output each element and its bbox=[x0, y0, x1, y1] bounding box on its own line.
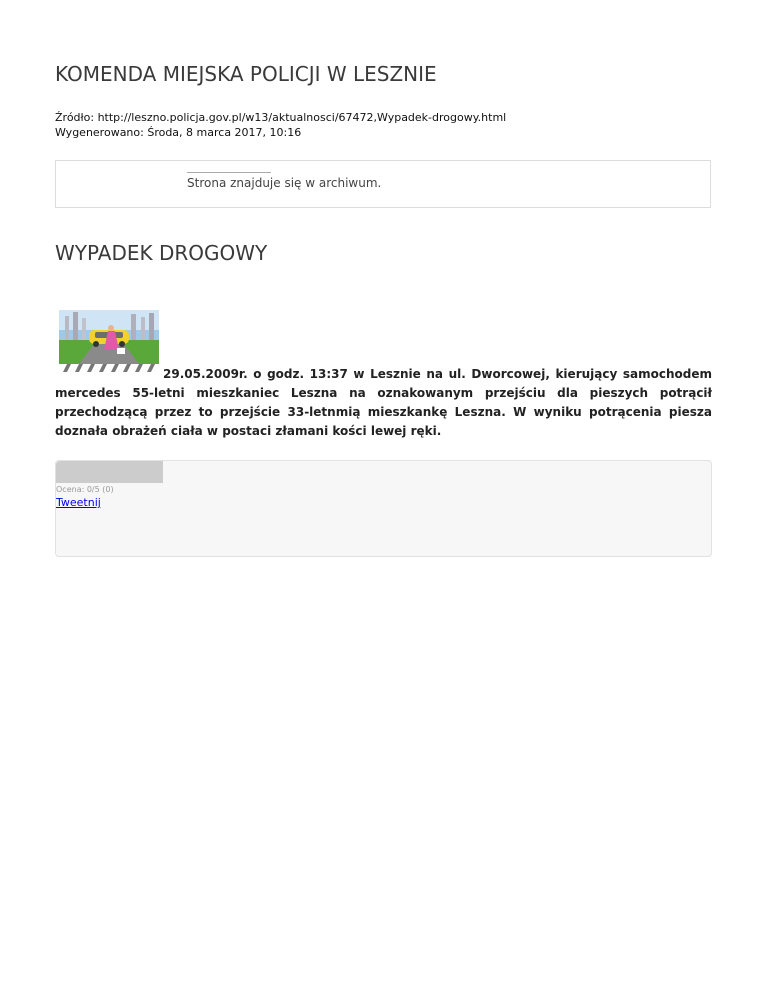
article-image bbox=[59, 310, 159, 372]
site-title: KOMENDA MIEJSKA POLICJI W LESZNIE bbox=[55, 62, 437, 86]
rating-label: Ocena: 0/5 (0) bbox=[56, 485, 114, 494]
rating-stars-bar[interactable] bbox=[56, 461, 163, 483]
source-line: Źródło: http://leszno.policja.gov.pl/w13/aktualnosci/67472,Wypadek-drogowy.html bbox=[55, 111, 507, 124]
archive-notice-box bbox=[55, 160, 711, 208]
archive-notice: Strona znajduje się w archiwum. bbox=[187, 176, 382, 190]
article-title: WYPADEK DROGOWY bbox=[55, 241, 268, 265]
tweet-link[interactable]: Tweetnij bbox=[56, 496, 101, 509]
generated-line: Wygenerowano: Środa, 8 marca 2017, 10:16 bbox=[55, 126, 302, 139]
article-text: 29.05.2009r. o godz. 13:37 w Lesznie na ul. Dworcowej, kierujący samochodem mercedes 55-letni mieszkaniec Leszna na oznakowanym przejściu dla pieszych potrącił przechodzącą przez to przejście 33-letnmią mieszkankę Leszna. W wyniku potrącenia piesza doznała obrażeń ciała w postaci złamani kości lewej ręki. bbox=[55, 367, 712, 438]
rating-panel bbox=[55, 460, 712, 557]
document-meta bbox=[55, 110, 506, 140]
article-body bbox=[55, 308, 712, 441]
archive-divider bbox=[187, 172, 271, 173]
